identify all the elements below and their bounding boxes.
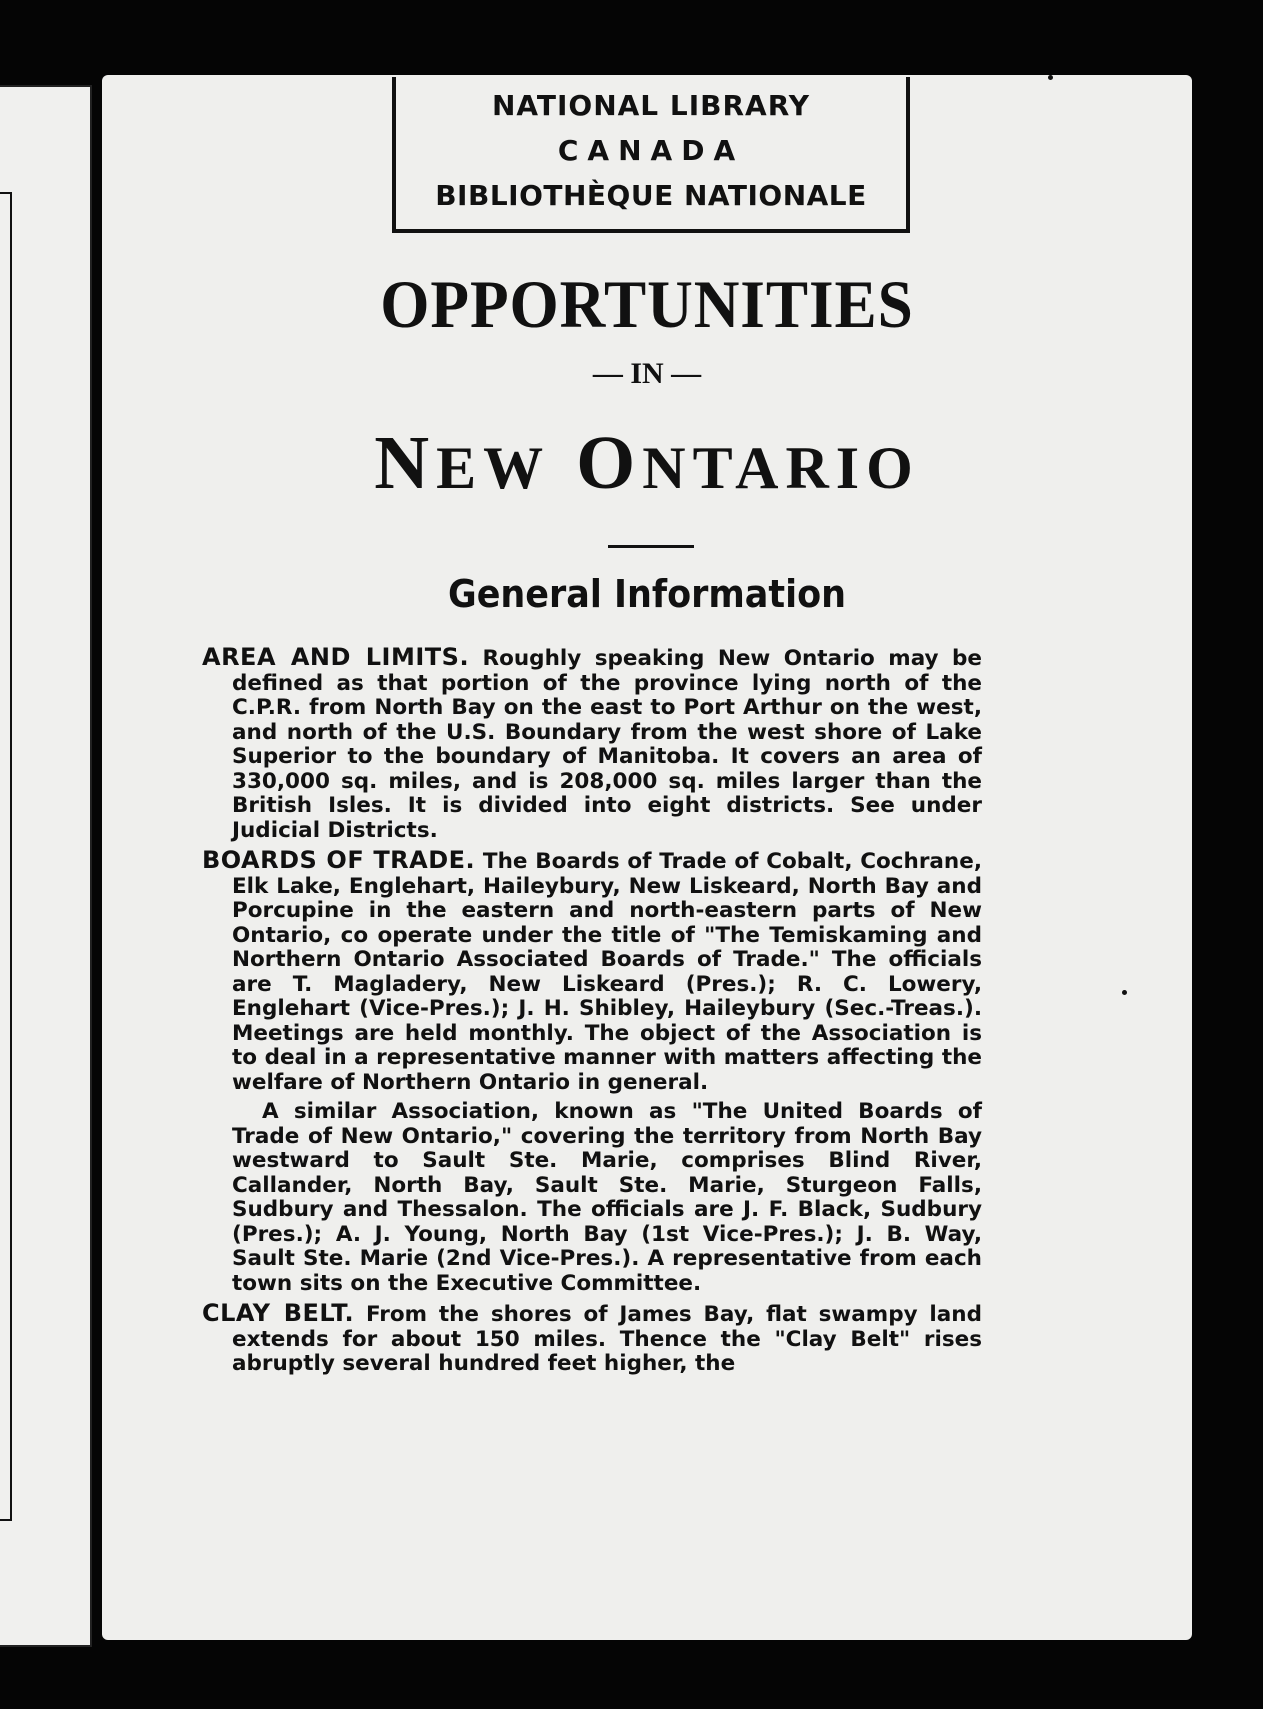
entry-boards-of-trade — [202, 848, 982, 1095]
title-separator: — IN — — [592, 357, 702, 390]
facing-page-frame — [0, 192, 12, 1521]
scan-speck — [1122, 990, 1127, 995]
stamp-line-3: BIBLIOTHÈQUE NATIONALE — [435, 179, 867, 212]
entry-text: The Boards of Trade of Cobalt, Cochrane, Elk Lake, Englehart, Haileybury, New Liskeard, North Bay and Porcupine in the eastern and north-eastern parts of New Ontario, co operate under the title of "The Temiskaming and Northern Ontario Associated Boards of Trade." The officials are T. Magladery, New Liskeard (Pres.); R. C. Lowery, Englehart (Vice-Pres.); J. H. Shibley, Haileybury (Sec.-Treas.). Meetings are held monthly. The object of the Association is to deal in a representative manner with matters affecting the welfare of Northern Ontario in general. — [232, 849, 982, 1095]
region-title — [102, 420, 1192, 507]
facing-page-edge — [0, 85, 92, 1647]
entry-area-and-limits — [202, 645, 982, 843]
scan-speck — [1048, 75, 1053, 80]
page-title: OPPORTUNITIES — [380, 266, 914, 342]
section-heading: General Information — [448, 572, 846, 616]
divider-rule — [608, 545, 694, 548]
entry-boards-of-trade-continued: A similar Association, known as "The United Boards of Trade of New Ontario," covering the territory from North Bay westward to Sault Ste. Marie, comprises Blind River, Callander, North Bay, Sault Ste. Marie, Sturgeon Falls, Sudbury and Thessalon. The officials are J. F. Black, Sudbury (Pres.); A. J. Young, North Bay (1st Vice-Pres.); J. B. Way, Sault Ste. Marie (2nd Vice-Pres.). A representative from each town sits on the Executive Committee. — [232, 1099, 982, 1296]
region-small-caps-ntario: NTARIO — [642, 435, 920, 501]
entry-term: CLAY BELT. — [202, 1299, 355, 1327]
entry-term: AREA AND LIMITS. — [202, 643, 470, 671]
entry-text: From the shores of James Bay, flat swampy land extends for about 150 miles. Thence the "Clay Belt" rises abruptly several hundred feet higher, the — [232, 1302, 982, 1376]
region-initial-o: O — [576, 421, 643, 505]
region-initial-n: N — [374, 421, 437, 505]
entry-text: Roughly speaking New Ontario may be defined as that portion of the province lying north of the C.P.R. from North Bay on the east to Port Arthur on the west, and north of the U.S. Boundary from the west shore of Lake Superior to the boundary of Manitoba. It covers an area of 330,000 sq. miles, and is 208,000 sq. miles larger than the British Isles. It is divided into eight districts. See under Judicial Districts. — [232, 646, 982, 843]
document-page — [102, 75, 1192, 1640]
stamp-line-2: CANADA — [557, 134, 745, 167]
entry-clay-belt — [202, 1301, 982, 1377]
region-small-caps-ew: EW — [436, 435, 551, 501]
body-text — [202, 645, 982, 1382]
entry-term: BOARDS OF TRADE. — [202, 846, 476, 874]
stamp-line-1: NATIONAL LIBRARY — [491, 89, 811, 122]
library-stamp — [392, 77, 910, 233]
